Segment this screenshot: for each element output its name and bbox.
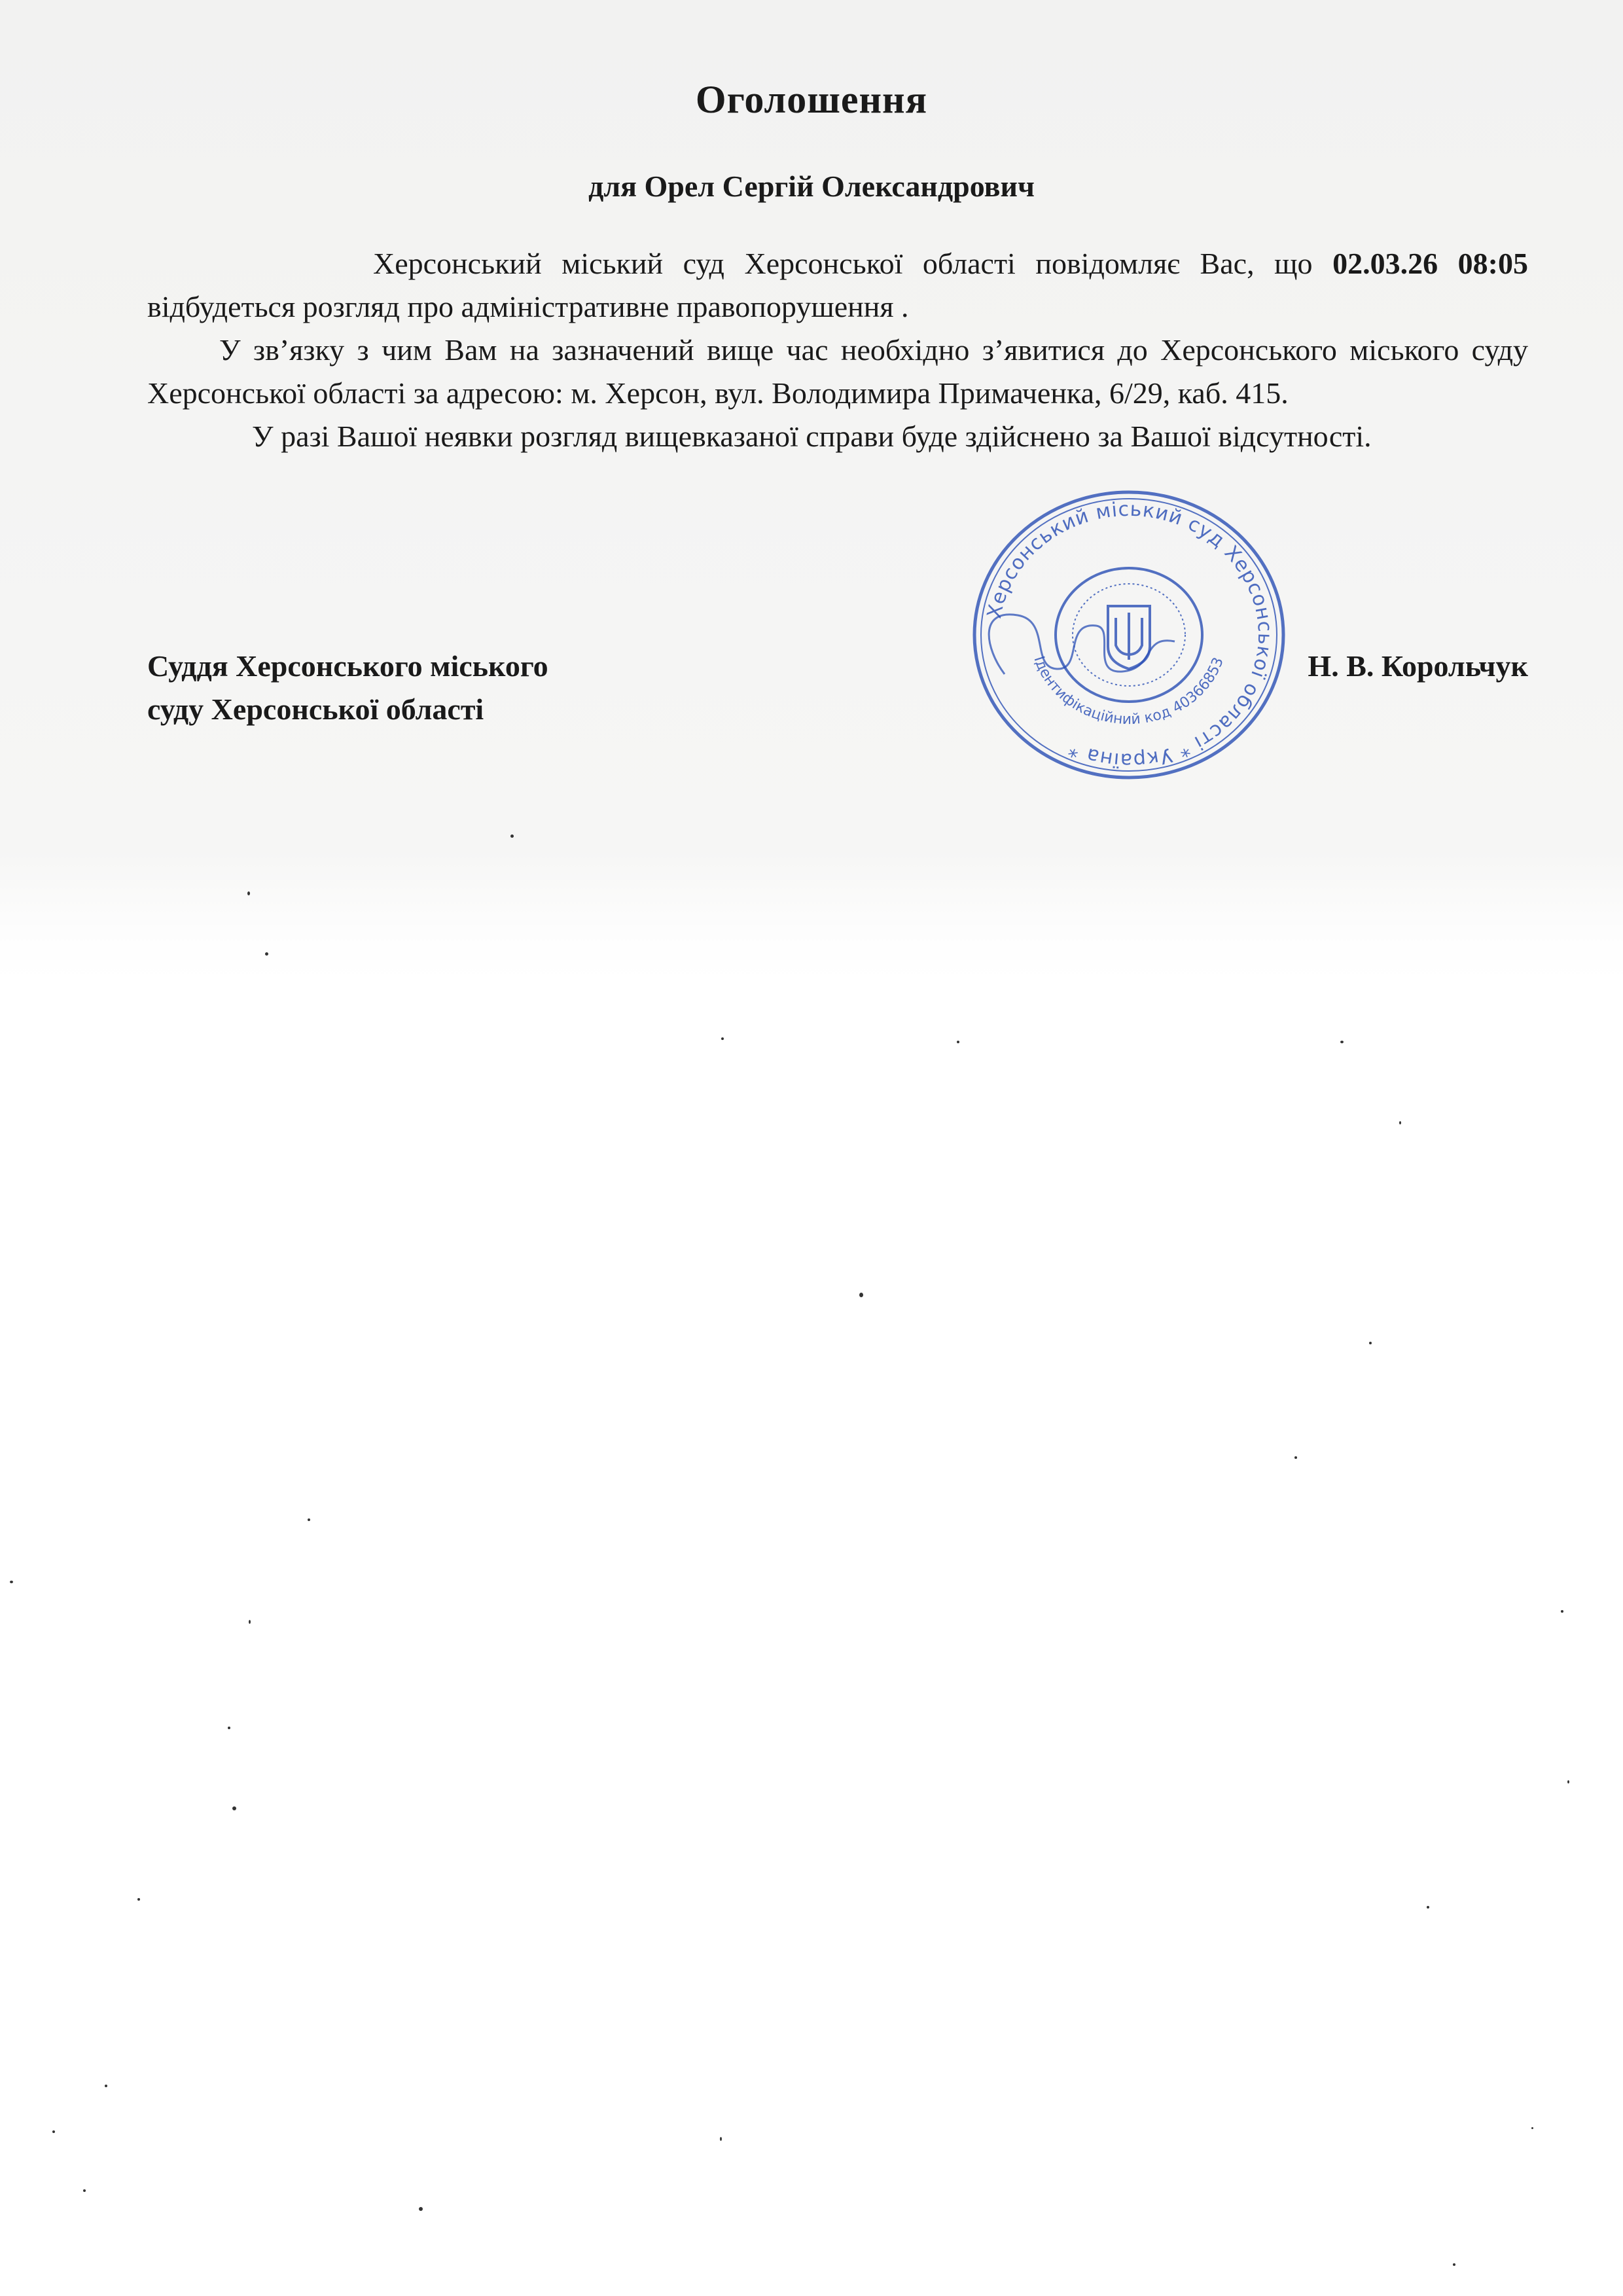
- document-title: Оголошення: [695, 78, 928, 121]
- notice-body: [147, 242, 1528, 458]
- paragraph-hearing: [147, 242, 1528, 329]
- seal-outer-text: Херсонський міський суд Херсонської області * Україна *: [982, 497, 1277, 772]
- scan-speck: [52, 2130, 55, 2133]
- paragraph-appearance: У зв’язку з чим Вам на зазначений вище час необхідно з’явитися до Херсонського міського суду Херсонської області за адресою: м. Херсон, вул. Володимира Примаченка, 6/29, каб. 415.: [147, 333, 1528, 410]
- scan-speck: [1561, 1610, 1563, 1613]
- scan-speck: [1369, 1342, 1372, 1344]
- scan-speck: [247, 891, 250, 895]
- scan-speck: [249, 1620, 251, 1624]
- scan-speck: [859, 1293, 863, 1297]
- hearing-subject: відбудеться розгляд про адміністративне правопорушення .: [147, 290, 909, 323]
- scan-speck: [228, 1727, 230, 1729]
- judge-title-line1: Суддя Херсонського міського: [147, 649, 548, 683]
- hearing-intro: Херсонський міський суд Херсонської області повідомляє Вас, що: [373, 247, 1333, 280]
- scan-speck: [1427, 1906, 1429, 1909]
- scan-speck: [510, 834, 514, 838]
- judge-title: [147, 645, 548, 731]
- scan-speck: [308, 1518, 310, 1521]
- paragraph-absence: У разі Вашої неявки розгляд вищевказаної справи буде здійснено за Вашої відсутності.: [252, 420, 1372, 453]
- scan-speck: [1453, 2263, 1455, 2266]
- scan-speck: [1531, 2127, 1533, 2129]
- scan-speck: [105, 2085, 107, 2087]
- scan-speck: [1399, 1121, 1401, 1124]
- scan-speck: [137, 1898, 140, 1901]
- scan-speck: [232, 1806, 236, 1810]
- scan-speck: [721, 1037, 724, 1040]
- addressee-line: для Орел Сергій Олександрович: [588, 170, 1035, 203]
- scan-speck: [720, 2137, 722, 2141]
- seal-inner-text: Ідентифікаційний код 40366853: [1030, 654, 1227, 728]
- judge-name: Н. В. Корольчук: [1308, 649, 1528, 683]
- scan-speck: [10, 1581, 13, 1583]
- scan-speck: [419, 2207, 423, 2211]
- scan-speck: [957, 1041, 959, 1043]
- hearing-datetime: 02.03.26 08:05: [1332, 247, 1528, 280]
- scan-speck: [1567, 1780, 1569, 1784]
- judge-signature-icon: [989, 615, 1175, 674]
- court-seal-stamp: [959, 478, 1299, 792]
- svg-text:Ідентифікаційний код 40366853: [1030, 655, 1226, 728]
- scan-speck: [265, 952, 268, 956]
- scan-speck: [1294, 1456, 1297, 1459]
- judge-title-line2: суду Херсонської області: [147, 692, 484, 726]
- scan-speck: [1340, 1041, 1344, 1043]
- scan-speck: [83, 2189, 86, 2192]
